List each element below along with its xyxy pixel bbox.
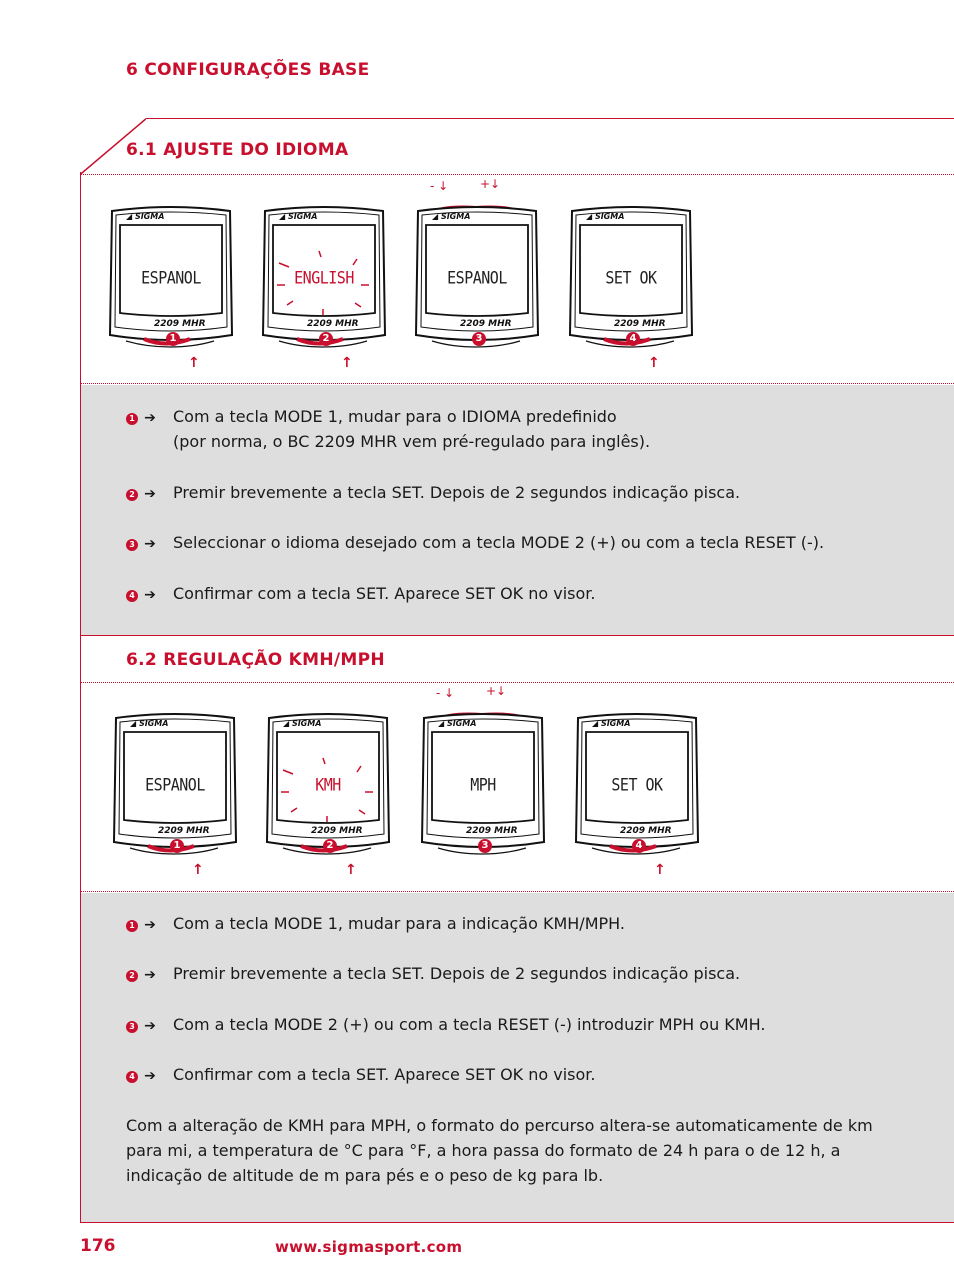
bike-computer-device (110, 712, 240, 860)
device-model-label: 2209 MHR (460, 319, 512, 329)
section2-title: 6.2 REGULAÇÃO KMH/MPH (126, 650, 385, 670)
step-number-badge: 4 (126, 590, 138, 602)
step-text: Seleccionar o idioma desejado com a tecla MODE 2 (+) ou com a tecla RESET (-). (173, 533, 825, 552)
plus-down-arrow-icon: +↓ (480, 177, 501, 191)
step-number-badge: 3 (126, 539, 138, 551)
section2-dotted-top (80, 682, 954, 683)
arrow-up-icon: ↑ (192, 862, 204, 878)
minus-down-arrow-icon: - ↓ (430, 179, 449, 193)
arrow-up-icon: ↑ (648, 355, 660, 371)
step-number-badge: 2 (126, 489, 138, 501)
section1-step-1 (126, 404, 651, 451)
bike-computer-device (418, 712, 548, 860)
sigma-logo: ◢ SIGMA (586, 212, 625, 221)
arrow-right-icon: ➔ (144, 536, 156, 552)
arrow-right-icon: ➔ (144, 587, 156, 603)
section1-step-3 (126, 530, 825, 557)
sigma-logo: ◢ SIGMA (592, 719, 631, 728)
section1-step-4 (126, 581, 596, 608)
arrow-up-icon: ↑ (654, 862, 666, 878)
section2-dotted-bottom (80, 891, 954, 892)
blink-rays-icon (259, 205, 389, 353)
blink-rays-icon (263, 712, 393, 860)
device-display-text: ENGLISH (294, 268, 354, 288)
step-text: Premir brevemente a tecla SET. Depois de 2 segundos indicação pisca. (173, 483, 741, 502)
device-model-label: 2209 MHR (158, 826, 210, 836)
website-link[interactable]: www.sigmasport.com (275, 1238, 463, 1256)
section1-step-2 (126, 480, 741, 507)
arrow-up-icon: ↑ (345, 862, 357, 878)
arrow-right-icon: ➔ (144, 410, 156, 426)
arrow-right-icon: ➔ (144, 1018, 156, 1034)
bike-computer-device (566, 205, 696, 353)
device-model-label: 2209 MHR (614, 319, 666, 329)
arrow-up-icon: ↑ (341, 355, 353, 371)
step-number-badge: 3 (472, 332, 486, 346)
sigma-logo: ◢ SIGMA (279, 212, 318, 221)
page-number: 176 (80, 1236, 116, 1256)
step-number-badge: 2 (319, 332, 333, 346)
step-number-badge: 4 (626, 332, 640, 346)
chapter-title: 6 CONFIGURAÇÕES BASE (126, 60, 370, 80)
device-model-label: 2209 MHR (466, 826, 518, 836)
section1-dotted-bottom (80, 383, 954, 384)
device-display-text: ESPANOL (145, 775, 205, 795)
device-display-text: ESPANOL (447, 268, 507, 288)
section2-step-3 (126, 1012, 766, 1039)
bike-computer-device (263, 712, 393, 860)
frame-top-line (146, 118, 954, 119)
step-number-badge: 2 (126, 970, 138, 982)
step-text: Confirmar com a tecla SET. Aparece SET OK no visor. (173, 584, 596, 603)
bike-computer-device (259, 205, 389, 353)
step-number-badge: 2 (323, 839, 337, 853)
section2-step-2 (126, 961, 741, 988)
step-number-badge: 1 (126, 413, 138, 425)
device-model-label: 2209 MHR (307, 319, 359, 329)
step-number-badge: 1 (166, 332, 180, 346)
arrow-right-icon: ➔ (144, 486, 156, 502)
bike-computer-device (106, 205, 236, 353)
plus-down-arrow-icon: +↓ (486, 684, 507, 698)
step-number-badge: 1 (170, 839, 184, 853)
step-text-cont: (por norma, o BC 2209 MHR vem pré-regulado para inglês). (173, 432, 651, 451)
section2-note: Com a alteração de KMH para MPH, o formato do percurso altera-se automaticamente de km para mi, a temperatura de °C para °F, a hora passa do formato de 24 h para o de 12 h, a indicação de altitude de m para pés e o peso de kg para lb. (126, 1116, 873, 1185)
sigma-logo: ◢ SIGMA (126, 212, 165, 221)
sigma-logo: ◢ SIGMA (130, 719, 169, 728)
step-number-badge: 1 (126, 920, 138, 932)
minus-down-arrow-icon: - ↓ (436, 686, 455, 700)
sigma-logo: ◢ SIGMA (432, 212, 471, 221)
section1-title: 6.1 AJUSTE DO IDIOMA (126, 140, 349, 160)
section-divider (80, 635, 954, 636)
device-display-text: MPH (470, 775, 496, 795)
section1-dotted-top (80, 174, 954, 175)
device-display-text: ESPANOL (141, 268, 201, 288)
sigma-logo: ◢ SIGMA (283, 719, 322, 728)
sigma-logo: ◢ SIGMA (438, 719, 477, 728)
bike-computer-device (412, 205, 542, 353)
arrow-right-icon: ➔ (144, 917, 156, 933)
bike-computer-device (572, 712, 702, 860)
arrow-right-icon: ➔ (144, 967, 156, 983)
device-display-text: KMH (315, 775, 341, 795)
device-display-text: SET OK (605, 268, 657, 288)
section2-step-4 (126, 1062, 596, 1089)
arrow-up-icon: ↑ (188, 355, 200, 371)
section2-step-1 (126, 911, 625, 938)
frame-bottom-line (80, 1222, 954, 1223)
device-display-text: SET OK (611, 775, 663, 795)
device-model-label: 2209 MHR (311, 826, 363, 836)
step-text: Com a tecla MODE 1, mudar para a indicação KMH/MPH. (173, 914, 625, 933)
device-model-label: 2209 MHR (620, 826, 672, 836)
step-text: Confirmar com a tecla SET. Aparece SET OK no visor. (173, 1065, 596, 1084)
step-number-badge: 4 (632, 839, 646, 853)
step-number-badge: 4 (126, 1071, 138, 1083)
step-number-badge: 3 (126, 1021, 138, 1033)
arrow-right-icon: ➔ (144, 1068, 156, 1084)
step-number-badge: 3 (478, 839, 492, 853)
step-text: Com a tecla MODE 2 (+) ou com a tecla RESET (-) introduzir MPH ou KMH. (173, 1015, 766, 1034)
device-model-label: 2209 MHR (154, 319, 206, 329)
step-text: Com a tecla MODE 1, mudar para o IDIOMA predefinido (173, 407, 617, 426)
step-text: Premir brevemente a tecla SET. Depois de 2 segundos indicação pisca. (173, 964, 741, 983)
